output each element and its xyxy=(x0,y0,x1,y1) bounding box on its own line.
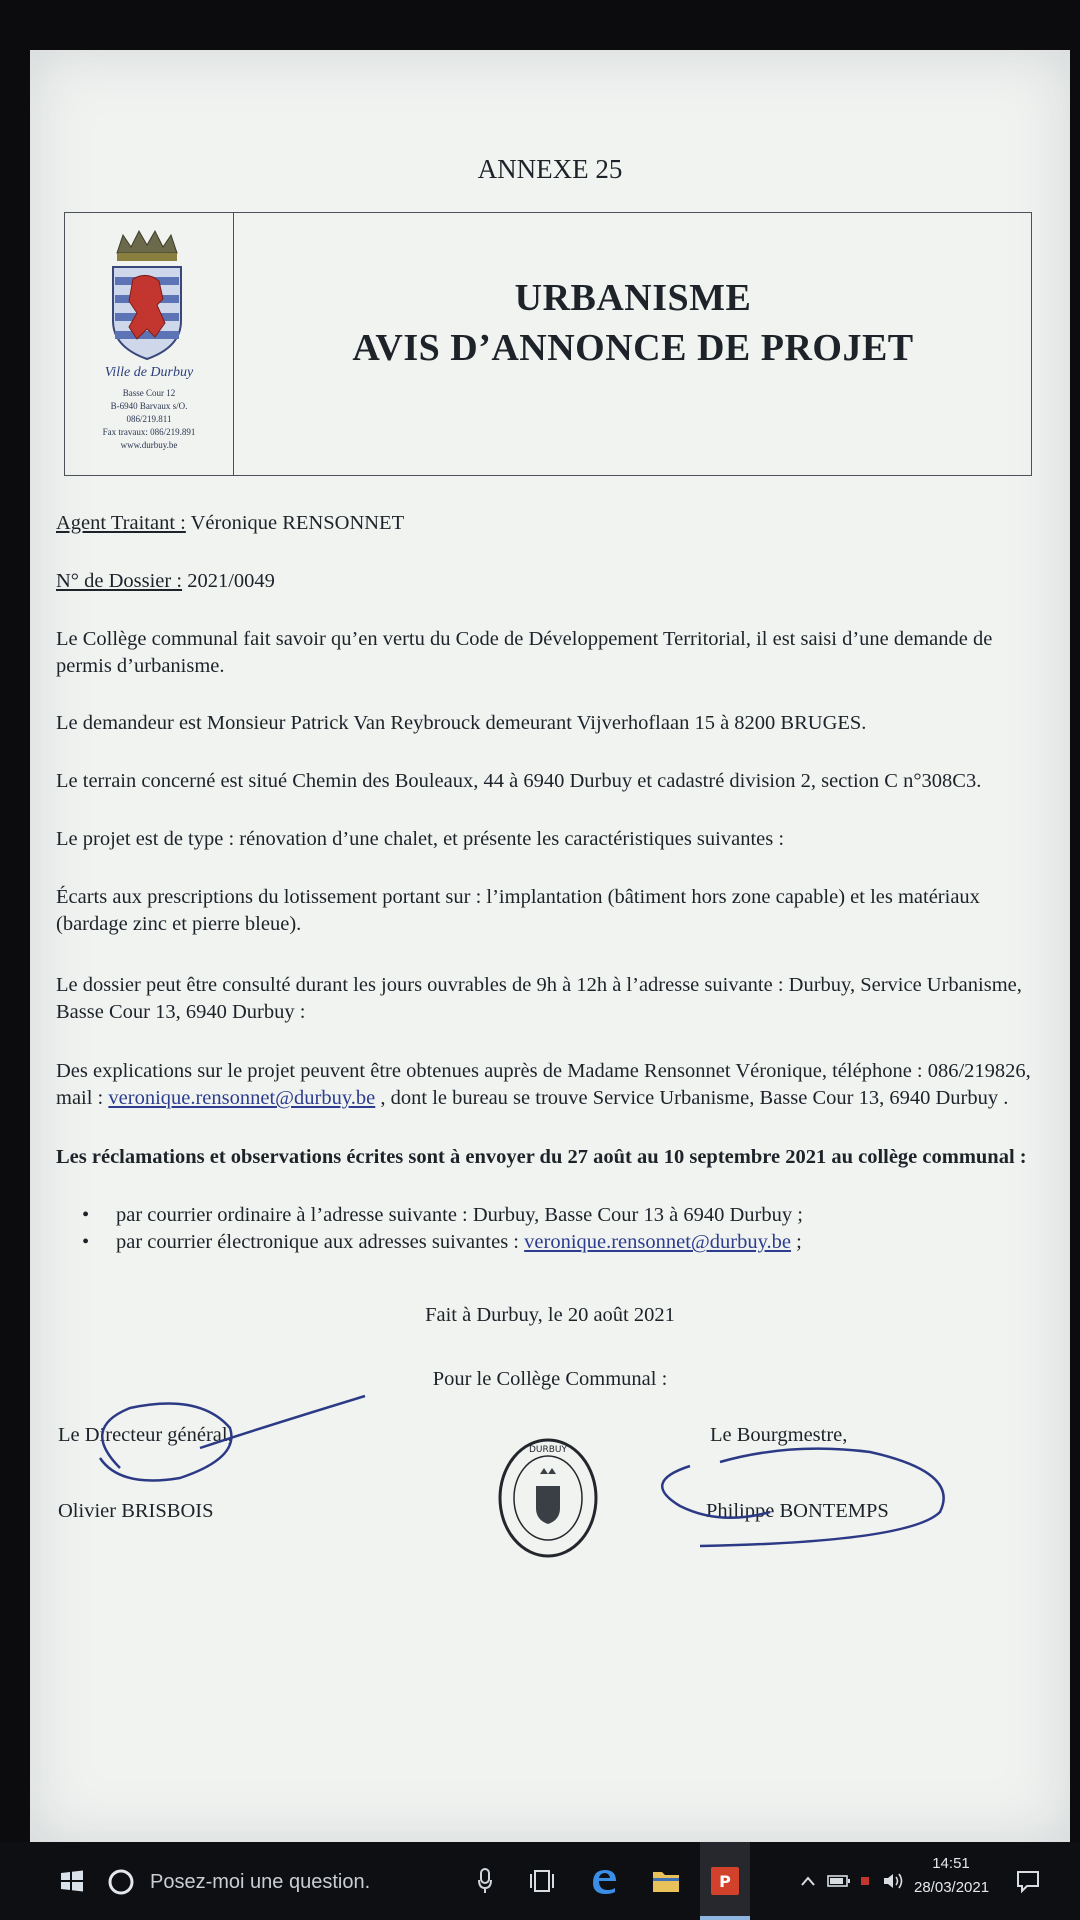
dossier-line xyxy=(56,568,1031,595)
address-line: B-6940 Barvaux s/O. xyxy=(110,401,188,411)
task-view-icon xyxy=(529,1869,555,1893)
bullet-text-end: ; xyxy=(791,1231,802,1253)
agent-label: Agent Traitant : xyxy=(56,512,186,534)
start-button[interactable] xyxy=(50,1842,94,1920)
document-page xyxy=(30,50,1070,1842)
bullet-text: par courrier électronique aux adresses suivantes : xyxy=(116,1231,525,1253)
system-clock[interactable] xyxy=(914,1852,988,1900)
title-block xyxy=(235,273,1031,373)
powerpoint-icon xyxy=(709,1865,741,1897)
svg-text:P: P xyxy=(719,1872,731,1891)
windows-logo-icon xyxy=(60,1869,84,1893)
contact-list xyxy=(56,1202,1031,1256)
volume-button[interactable] xyxy=(880,1842,910,1920)
address-line: 086/219.811 xyxy=(126,414,172,424)
notification-icon xyxy=(1016,1869,1040,1893)
clock-date: 28/03/2021 xyxy=(914,1879,990,1896)
edge-taskbar-button[interactable] xyxy=(582,1842,626,1920)
list-item xyxy=(116,1229,1031,1256)
edge-icon xyxy=(589,1866,619,1896)
paragraph-demandeur: Le demandeur est Monsieur Patrick Van Reybrouck demeurant Vijverhoflaan 15 à 8200 BRUGES. xyxy=(56,712,867,734)
agent-value: Véronique RENSONNET xyxy=(185,512,405,534)
windows-taskbar xyxy=(0,1842,1080,1920)
list-item: • par courrier ordinaire à l’adresse suivante : Durbuy, Basse Cour 13 à 6940 Durbuy ; xyxy=(116,1202,1031,1229)
powerpoint-taskbar-button[interactable] xyxy=(700,1842,750,1920)
fait-a-durbuy: Fait à Durbuy, le 20 août 2021 xyxy=(425,1304,675,1326)
active-app-indicator xyxy=(700,1916,750,1920)
cortana-circle-icon xyxy=(106,1867,136,1897)
header-box xyxy=(64,212,1032,476)
action-center-button[interactable] xyxy=(1008,1842,1048,1920)
email-link[interactable]: veronique.rensonnet@durbuy.be xyxy=(108,1087,376,1109)
bourgmestre-role: Le Bourgmestre, xyxy=(710,1424,848,1446)
dossier-label: N° de Dossier : xyxy=(56,570,183,592)
title-urbanisme: URBANISME xyxy=(514,277,752,319)
logo-address xyxy=(65,387,233,452)
email-link[interactable]: veronique.rensonnet@durbuy.be xyxy=(524,1231,792,1253)
svg-text:DURBUY: DURBUY xyxy=(528,1445,568,1455)
paragraph-projet: Le projet est de type : rénovation d’une chalet, et présente les caractéristiques suivantes : xyxy=(56,828,785,850)
directeur-name: Olivier BRISBOIS xyxy=(58,1500,214,1522)
ville-name: Ville de Durbuy xyxy=(104,365,194,380)
network-button[interactable] xyxy=(856,1842,874,1920)
directeur-signature-icon xyxy=(60,1388,380,1508)
paragraph-consultation: Le dossier peut être consulté durant les jours ouvrables de 9h à 12h à l’adresse suivante : Durbuy, Service Urbanisme, Basse Cour 13, 6940 Durbuy : xyxy=(56,974,1022,1023)
dossier-value: 2021/0049 xyxy=(182,570,275,592)
search-placeholder: Posez-moi une question. xyxy=(150,1870,371,1893)
annexe-label: ANNEXE 25 xyxy=(477,154,623,184)
directeur-role: Le Directeur général, xyxy=(58,1424,233,1446)
microphone-button[interactable] xyxy=(470,1842,500,1920)
folder-icon xyxy=(651,1868,681,1894)
paragraph-explications xyxy=(56,1058,1031,1112)
chevron-up-icon xyxy=(800,1875,816,1887)
explications-text: Des explications sur le projet peuvent être obtenues auprès de Madame Rensonnet Véronique, téléphone : 086/219826, mail : xyxy=(56,1060,1031,1109)
microphone-icon xyxy=(477,1868,493,1894)
address-line: www.durbuy.be xyxy=(120,440,178,450)
logo-block xyxy=(65,213,234,475)
address-line: Basse Cour 12 xyxy=(122,388,176,398)
commune-seal-icon xyxy=(496,1436,600,1560)
pour-le-college: Pour le Collège Communal : xyxy=(432,1368,668,1390)
paragraph-ecarts: Écarts aux prescriptions du lotissement portant sur : l’implantation (bâtiment hors zone capable) et les matériaux (bardage zinc et pierre bleue). xyxy=(56,886,980,935)
clock-time: 14:51 xyxy=(932,1855,970,1872)
battery-button[interactable] xyxy=(826,1842,852,1920)
durbuy-coat-of-arms-icon xyxy=(107,225,187,365)
explications-text-end: , dont le bureau se trouve Service Urbanisme, Basse Cour 13, 6940 Durbuy . xyxy=(375,1087,1009,1109)
cortana-search[interactable] xyxy=(106,1858,466,1906)
task-view-button[interactable] xyxy=(522,1842,562,1920)
paragraph-college: Le Collège communal fait savoir qu’en vertu du Code de Développement Territorial, il est saisi d’une demande de permis d’urbanisme. xyxy=(56,628,993,677)
speaker-icon xyxy=(882,1871,908,1891)
battery-icon xyxy=(827,1874,851,1888)
network-alert-icon xyxy=(859,1875,871,1887)
bourgmestre-signature-icon xyxy=(640,1442,970,1552)
show-hidden-icons-button[interactable] xyxy=(796,1842,820,1920)
title-avis: AVIS D’ANNONCE DE PROJET xyxy=(352,327,914,369)
agent-line xyxy=(56,510,1031,537)
paragraph-terrain: Le terrain concerné est situé Chemin des Bouleaux, 44 à 6940 Durbuy et cadastré division 2, section C n°308C3. xyxy=(56,770,982,792)
bourgmestre-name: Philippe BONTEMPS xyxy=(706,1500,889,1522)
reclamations-heading: Les réclamations et observations écrites sont à envoyer du 27 août au 10 septembre 2021 au collège communal : xyxy=(56,1146,1027,1168)
file-explorer-button[interactable] xyxy=(644,1842,688,1920)
address-line: Fax travaux: 086/219.891 xyxy=(102,427,196,437)
